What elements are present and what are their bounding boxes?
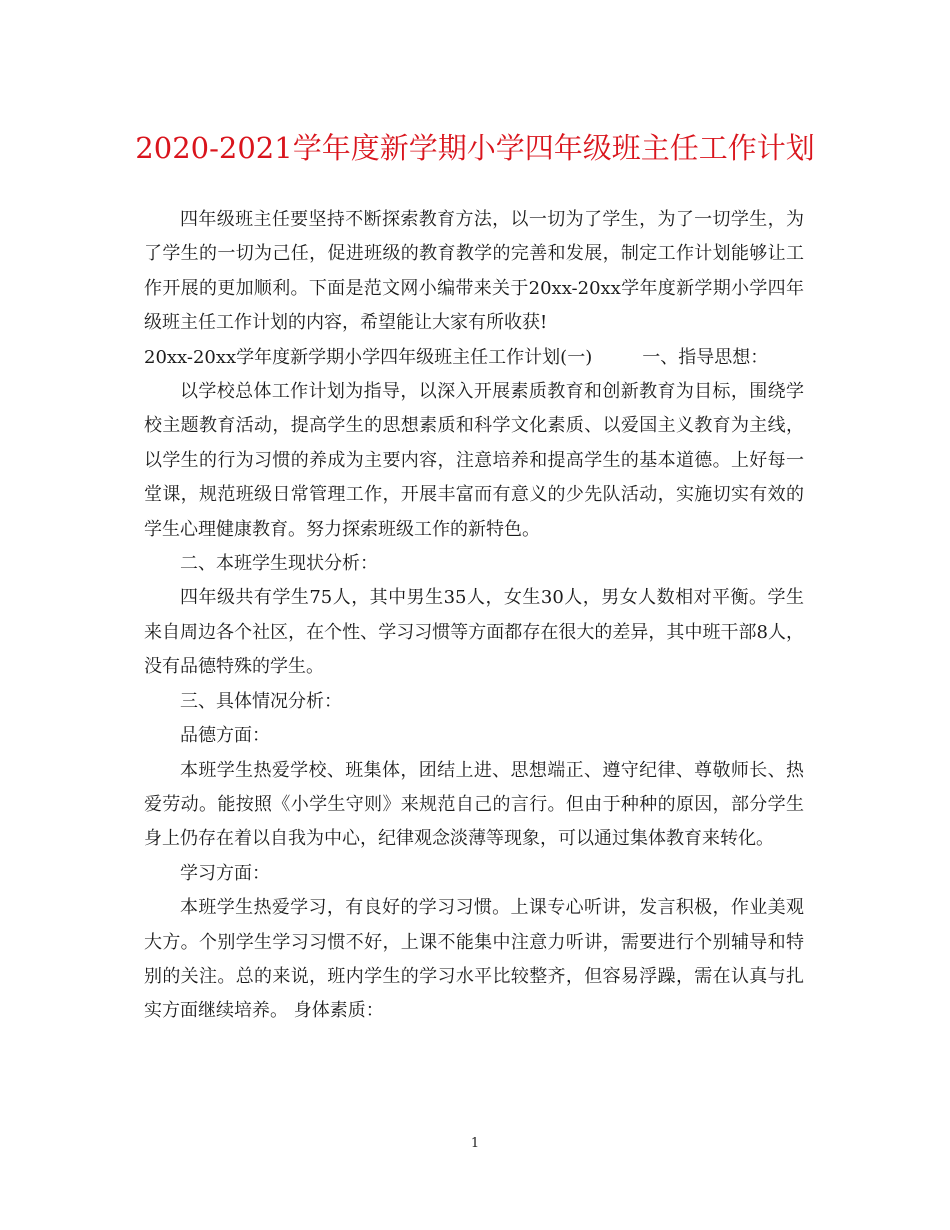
page-number: 1 [470, 1136, 480, 1151]
document-body [144, 203, 804, 1029]
study-paragraph: 本班学生热爱学习，有良好的学习习惯。上课专心听讲，发言积极，作业美观大方。个别学生学习习惯不好，上课不能集中注意力听讲，需要进行个别辅导和特别的关注。总的来说，班内学生的学习水平比较整齐，但容易浮躁，需在认真与扎实方面继续培养。 身体素质： [144, 897, 804, 1022]
plan-subtitle: 20xx-20xx学年度新学期小学四年级班主任工作计划(一) [144, 346, 593, 368]
intro-paragraph: 四年级班主任要坚持不断探索教育方法，以一切为了学生，为了一切学生，为了学生的一切为己任，促进班级的教育教学的完善和发展，制定工作计划能够让工作开展的更加顺利。下面是范文网小编带来关于20xx-20xx学年度新学期小学四年级班主任工作计划的内容，希望能让大家有所收获! [144, 209, 804, 334]
moral-paragraph: 本班学生热爱学校、班集体，团结上进、思想端正、遵守纪律、尊敬师长、热爱劳动。能按照《小学生守则》来规范自己的言行。但由于种种的原因，部分学生身上仍存在着以自我为中心，纪律观念淡薄等现象，可以通过集体教育来转化。 [144, 759, 804, 850]
guiding-paragraph: 以学校总体工作计划为指导，以深入开展素质教育和创新教育为目标，围绕学校主题教育活动，提高学生的思想素质和科学文化素质、以爱国主义教育为主线，以学生的行为习惯的养成为主要内容，注意培养和提高学生的基本道德。上好每一堂课，规范班级日常管理工作，开展丰富而有意义的少先队活动，实施切实有效的学生心理健康教育。努力探索班级工作的新特色。 [144, 381, 804, 540]
guiding-heading: 一、指导思想： [642, 346, 769, 368]
study-heading: 学习方面： [180, 862, 270, 884]
analysis-heading: 三、具体情况分析： [180, 690, 342, 712]
section-subtitle [144, 341, 804, 375]
moral-heading: 品德方面： [180, 725, 270, 747]
status-heading: 二、本班学生现状分析： [180, 553, 378, 575]
document-title: 2020-2021学年度新学期小学四年级班主任工作计划 [135, 131, 815, 165]
status-paragraph: 四年级共有学生75人，其中男生35人，女生30人，男女人数相对平衡。学生来自周边各个社区，在个性、学习习惯等方面都存在很大的差异，其中班干部8人，没有品德特殊的学生。 [144, 587, 804, 678]
